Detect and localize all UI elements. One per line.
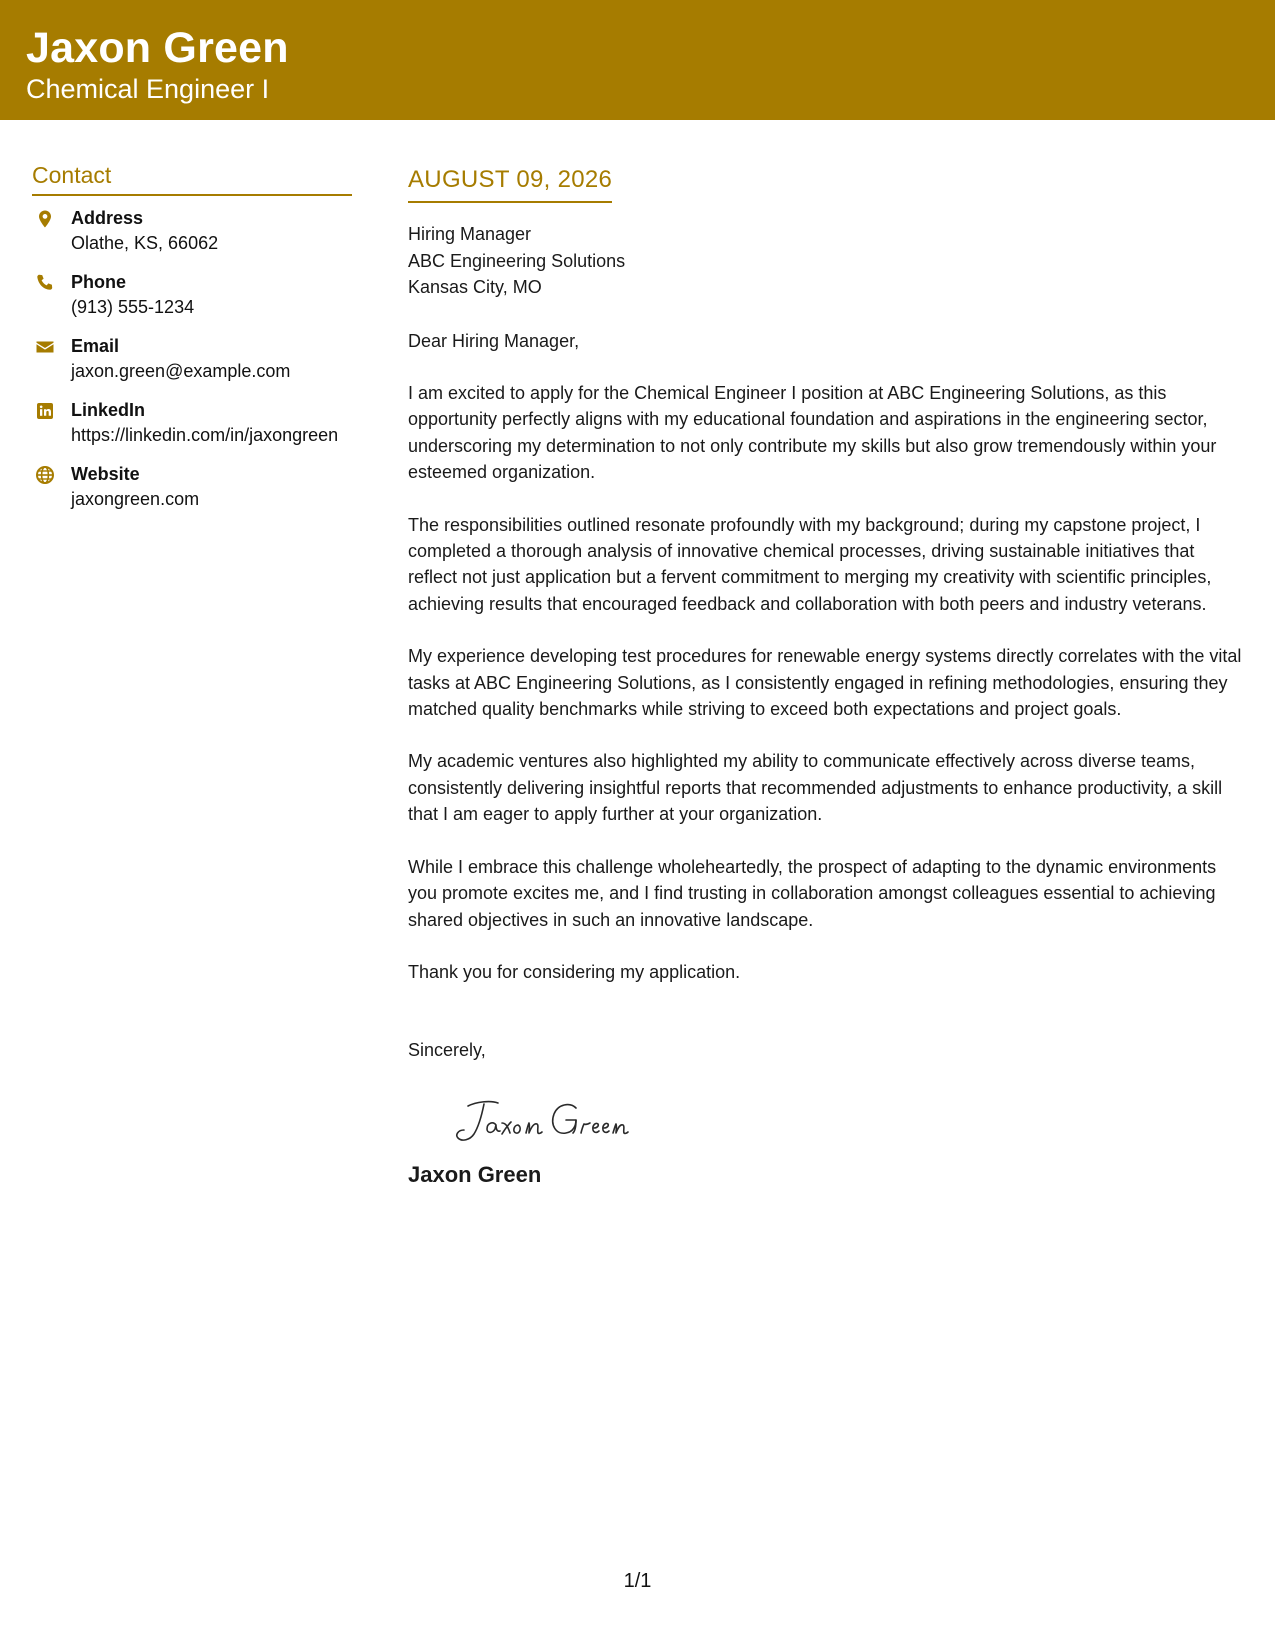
contact-label: Phone [71,272,127,292]
contact-item-address [32,206,352,256]
signer-name: Jaxon Green [408,1161,542,1187]
contact-label: Address [71,208,144,228]
signature-image [438,1092,658,1152]
closing: Sincerely, [408,1040,486,1061]
contact-item-linkedin [32,398,352,448]
letter-paragraph: The responsibilities outlined resonate profoundly with my background; during my capstone project, I completed a thorough analysis of innovative chemical processes, driving sustainable initiatives that reflect not just application but a fervent commitment to merging my creativity with scientific principles, achieving results that encouraged feedback and collaboration with both peers and industry veterans. [408,514,1212,614]
salutation: Dear Hiring Manager, [408,330,580,351]
linkedin-icon [35,401,55,421]
letter-body [408,164,1248,1190]
contact-sidebar [32,160,352,526]
letter-paragraph: My experience developing test procedures for renewable energy systems directly correlates with the vital tasks at ABC Engineering Solutions, as I consistently engaged in refining methodologies, ensuring they matched quality benchmarks while striving to exceed both expectations and project goals. [408,646,1242,720]
contact-value: jaxon.green@example.com [71,361,291,381]
letter-paragraph: My academic ventures also highlighted my ability to communicate effectively across diverse teams, consistently delivering insightful reports that recommended adjustments to enhance productivity, a skill that I am eager to apply further at your organization. [408,751,1223,825]
contact-label: Email [71,336,120,356]
page-number: 1/1 [623,1570,652,1592]
letter-paragraph: I am excited to apply for the Chemical Engineer I position at ABC Engineering Solutions, as this opportunity perfectly aligns with my educational foundation and aspirations in the engineering sector, underscoring my determination to not only contribute my skills but also grow tremendously within your esteemed organization. [408,383,1217,483]
header-banner [0,0,1275,120]
recipient-block [408,221,1248,301]
letter-date: AUGUST 09, 2026 [408,164,612,203]
map-pin-icon [35,209,55,229]
applicant-name: Jaxon Green [26,24,289,72]
contact-value: jaxongreen.com [71,489,200,509]
handwritten-signature [438,1092,1248,1152]
contact-label: Website [71,464,140,484]
contact-value: https://linkedin.com/in/jaxongreen [71,425,339,445]
letter-paragraph: Thank you for considering my application. [408,961,741,982]
contact-item-email [32,334,352,384]
contact-label: LinkedIn [71,400,146,420]
recipient-line: Hiring Manager [408,224,532,244]
contact-item-phone [32,270,352,320]
recipient-line: Kansas City, MO [408,277,542,297]
letter-paragraph: While I embrace this challenge wholeheartedly, the prospect of adapting to the dynamic environments you promote excites me, and I find trusting in collaboration amongst colleagues essential to achieving shared objectives in such an innovative landscape. [408,856,1217,930]
globe-icon [35,465,55,485]
phone-icon [35,273,55,293]
contact-value: (913) 555-1234 [71,297,195,317]
contact-item-website [32,462,352,512]
contact-heading: Contact [32,160,352,196]
applicant-title: Chemical Engineer I [26,74,270,104]
recipient-line: ABC Engineering Solutions [408,250,626,271]
contact-value: Olathe, KS, 66062 [71,233,219,253]
envelope-icon [35,337,55,357]
